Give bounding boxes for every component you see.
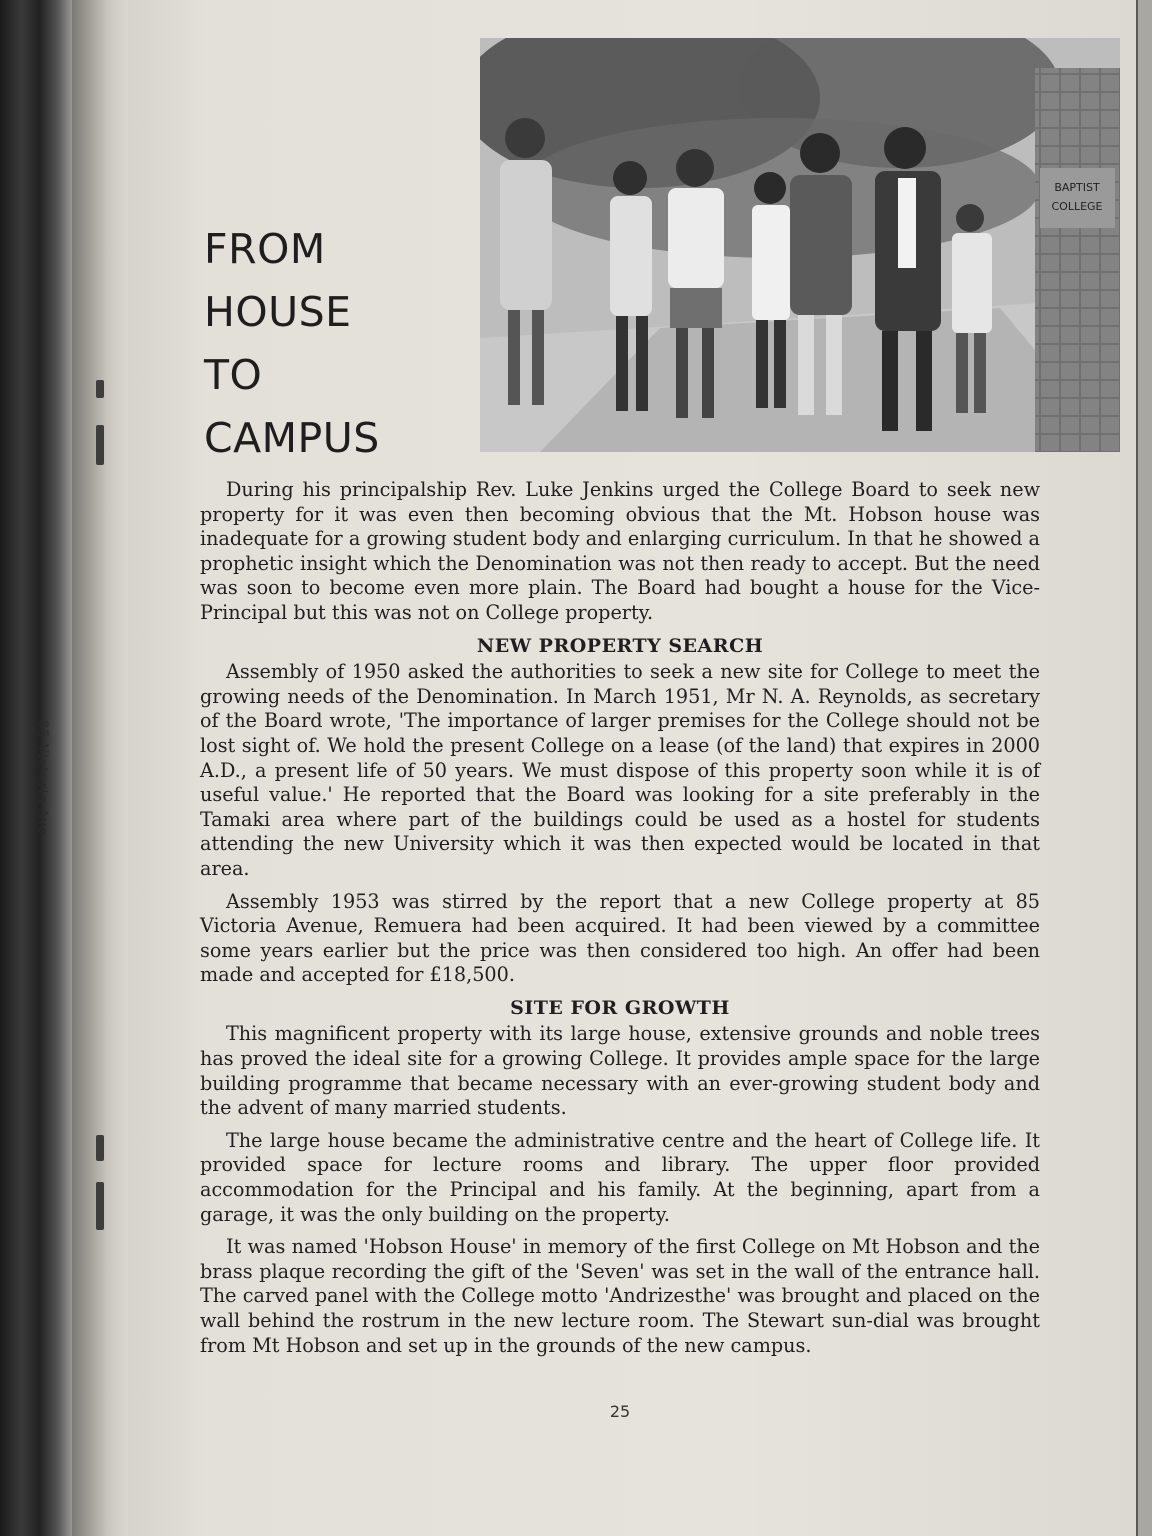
- paragraph: Assembly of 1950 asked the authorities to seek a new site for College to meet the growing needs of the Denomination. In March 1951, Mr N. A. Reynolds, as secretary of the Board wrote, 'The importance of larger premises for the College should not be lost sight of. We hold the present College on a lease (of the land) that expires in 2000 A.D., a present life of 50 years. We must dispose of this property soon while it is of useful value.' He reported that the Board was looking for a site preferably in the Tamaki area where part of the buildings could be used as a hostel for students attending the new University which it was then expected would be located in that area.: [200, 660, 1040, 880]
- spine-caption: 85 Victoria Ave.: [35, 720, 50, 841]
- sign-text-line: BAPTIST: [1054, 181, 1100, 194]
- page-gutter: [72, 0, 132, 1536]
- staple: [96, 425, 104, 465]
- title-line: CAMPUS: [204, 414, 380, 462]
- right-page-edge: [1136, 0, 1152, 1536]
- staple: [96, 1182, 104, 1230]
- section-heading-site-for-growth: SITE FOR GROWTH: [510, 996, 730, 1019]
- students-photo-illustration: [480, 38, 1120, 452]
- paragraph: It was named 'Hobson House' in memory of the first College on Mt Hobson and the brass plaque recording the gift of the 'Seven' was set in the wall of the entrance hall. The carved panel with the College motto 'Andrizesthe' was brought and placed on the wall behind the rostrum in the new lecture room. The Stewart sun-dial was brought from Mt Hobson and set up in the grounds of the new campus.: [200, 1235, 1040, 1357]
- staple: [96, 380, 104, 398]
- sign-text-line: COLLEGE: [1051, 200, 1103, 213]
- paragraph: This magnificent property with its large house, extensive grounds and noble trees has proved the ideal site for a growing College. It provides ample space for the large building programme that became necessary with an ever-growing student body and the advent of many married students.: [200, 1022, 1040, 1120]
- section-heading-new-property-search: NEW PROPERTY SEARCH: [476, 634, 764, 657]
- article-body: [200, 478, 1040, 1366]
- title-line: FROM: [204, 225, 326, 273]
- staple: [96, 1135, 104, 1161]
- page-title: [204, 218, 380, 470]
- paragraph: The large house became the administrative centre and the heart of College life. It provided space for lecture rooms and library. The upper floor provided accommodation for the Principal and his family. At the beginning, apart from a garage, it was the only building on the property.: [200, 1128, 1040, 1226]
- title-line: HOUSE: [204, 288, 352, 336]
- title-line: TO: [204, 351, 263, 399]
- intro-paragraph: During his principalship Rev. Luke Jenkins urged the College Board to seek new property for it was even then becoming obvious that the Mt. Hobson house was inadequate for a growing student body and enlarging curriculum. In that he showed a prophetic insight which the Denomination was not then ready to accept. But the need was soon to become even more plain. The Board had bought a house for the Vice-Principal but this was not on College property.: [200, 478, 1040, 624]
- paragraph: Assembly 1953 was stirred by the report that a new College property at 85 Victoria Avenue, Remuera had been acquired. It had been viewed by a committee some years earlier but the price was then considered too high. An offer had been made and accepted for £18,500.: [200, 889, 1040, 987]
- page-number: 25: [609, 1402, 631, 1421]
- students-photo: [480, 38, 1120, 452]
